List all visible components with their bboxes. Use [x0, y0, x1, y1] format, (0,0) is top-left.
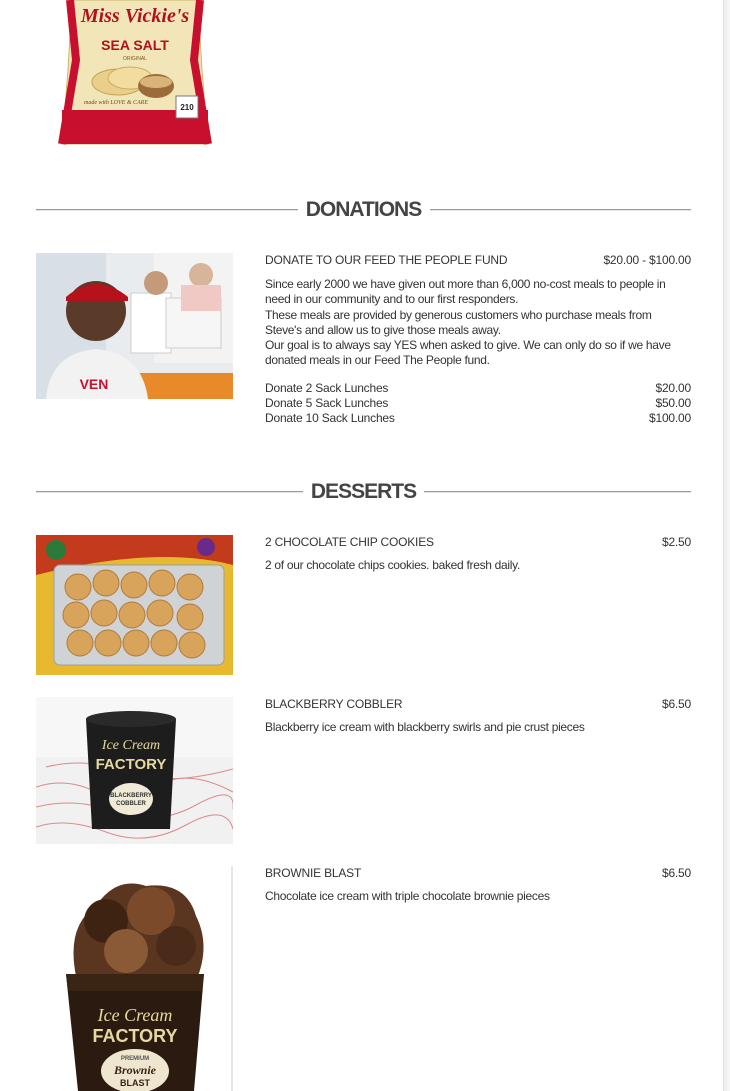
tub-text: BLAST	[120, 1078, 150, 1088]
tub-text: PREMIUM	[120, 1056, 150, 1062]
tub-text: FACTORY	[92, 1026, 178, 1046]
dessert-item-description: 2 of our chocolate chips cookies. baked fresh daily.	[265, 558, 520, 572]
donation-desc-paragraph: Since early 2000 we have given out more than 6,000 no-cost meals to people in need in our community and to our first responders.	[265, 277, 666, 307]
donation-item-name[interactable]: DONATE TO OUR FEED THE PEOPLE FUND	[265, 253, 508, 267]
chips-bag-image[interactable]	[58, 0, 212, 146]
bag-tagline-text: made with LOVE & CARE	[84, 100, 148, 106]
donation-item-description	[265, 277, 691, 369]
donation-option-label: Donate 10 Sack Lunches	[265, 411, 395, 425]
bag-brand-text: Miss Vickie's	[80, 5, 190, 27]
donation-item-price: $20.00 - $100.00	[603, 253, 691, 267]
donation-desc-paragraph: These meals are provided by generous customers who purchase meals from Steve's and allow us to give those meals away.	[265, 307, 652, 337]
donation-desc-paragraph: Our goal is to always say YES when asked to give. We can only do so if we have donated meals in our Feed The People fund.	[265, 338, 671, 368]
dessert-item-description: Blackberry ice cream with blackberry swirls and pie crust pieces	[265, 720, 585, 734]
page-scrollbar[interactable]	[723, 0, 730, 1091]
donation-option-price: $20.00	[655, 381, 691, 395]
tub-text: BLACKBERRY	[110, 793, 152, 799]
donation-option-label: Donate 5 Sack Lunches	[265, 396, 389, 410]
donations-section-header	[36, 195, 691, 225]
tub-text: Ice Cream	[101, 738, 161, 753]
dessert-item-description: Chocolate ice cream with triple chocolate brownie pieces	[265, 889, 550, 903]
donation-option-label: Donate 2 Sack Lunches	[265, 381, 389, 395]
dessert-item-price: $2.50	[661, 535, 691, 549]
bag-flavor-text: SEA SALT	[101, 37, 169, 53]
donation-option-price: $50.00	[655, 396, 691, 410]
dessert-item-price: $6.50	[661, 866, 691, 880]
dessert-item-name[interactable]: BLACKBERRY COBBLER	[265, 697, 403, 711]
cookies-photo[interactable]	[36, 535, 233, 675]
donation-photo[interactable]	[36, 253, 233, 399]
donations-heading: DONATIONS	[300, 198, 427, 221]
desserts-heading: DESSERTS	[305, 480, 422, 503]
bag-badge-text: 210	[180, 103, 194, 112]
tub-text: Brownie	[113, 1063, 157, 1077]
tub-text: FACTORY	[95, 756, 167, 773]
tub-text: Ice Cream	[97, 1005, 173, 1025]
donation-option[interactable]	[265, 381, 691, 396]
dessert-item-price: $6.50	[661, 697, 691, 711]
bag-sub-text: ORIGINAL	[123, 56, 147, 62]
brownie-blast-photo[interactable]	[36, 866, 233, 1091]
donation-option[interactable]	[265, 411, 691, 426]
donation-option-price: $100.00	[649, 411, 691, 425]
dessert-item-name[interactable]: BROWNIE BLAST	[265, 866, 362, 880]
tub-text: COBBLER	[116, 801, 146, 807]
desserts-section-header	[36, 477, 691, 507]
blackberry-cobbler-photo[interactable]	[36, 697, 233, 844]
svg-text:VEN: VEN	[79, 376, 109, 392]
dessert-item-name[interactable]: 2 CHOCOLATE CHIP COOKIES	[265, 535, 434, 549]
donation-option[interactable]	[265, 396, 691, 411]
